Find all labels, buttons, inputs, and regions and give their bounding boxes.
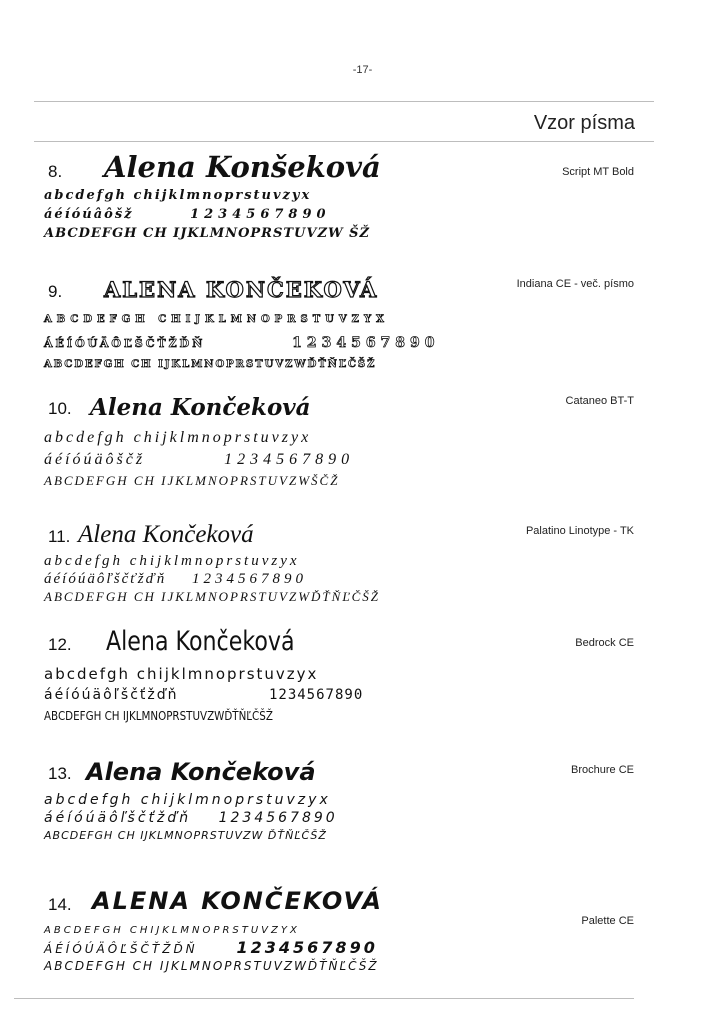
digits: 1234567890: [292, 335, 440, 351]
title-divider: [34, 141, 654, 142]
lowercase-line: abcdefgh chijklmnoprstuvzyx: [44, 792, 331, 808]
lowercase-line: ABCDEFGH CHIJKLMNOPRSTUVZYX: [44, 314, 389, 325]
accents-line: [44, 571, 644, 588]
accents: áéíóúäôščž: [44, 451, 146, 468]
font-sample-8: [44, 150, 644, 241]
font-sample-9: [44, 270, 644, 370]
sample-name: Alena Končeková: [106, 626, 295, 657]
footer-divider: [14, 998, 634, 999]
font-sample-14: [44, 881, 644, 973]
accents-line: [44, 687, 644, 703]
font-label: Palatino Linotype - TK: [525, 525, 634, 537]
font-label: Script MT Bold: [562, 166, 634, 178]
accents-line: [44, 810, 644, 826]
uppercase-line: ABCDEFGH CH IJKLMNOPRSTUVZWŠČŽ: [44, 473, 340, 488]
lowercase-line: abcdefgh chijklmnoprstuvzyx: [44, 553, 300, 569]
font-label: Brochure CE: [571, 764, 634, 776]
accents: áéíóúâôšž: [44, 207, 134, 222]
font-label: Indiana CE - več. písmo: [516, 278, 634, 290]
accents-line: [44, 451, 644, 469]
sample-number: 12.: [48, 635, 72, 654]
font-sample-11: [44, 515, 644, 605]
lowercase-line: ABCDEFGH CHIJKLMNOPRSTUVZYX: [44, 925, 300, 936]
lowercase-line: abcdefgh chijklmnoprstuvzyx: [44, 429, 312, 446]
uppercase-line: ABCDEFGH CH IJKLMNOPRSTUVZWĎŤŇĽČŠŽ: [44, 709, 273, 723]
page-number: -17-: [352, 64, 373, 76]
sample-name: Alena Končeková: [86, 758, 316, 786]
accents-line: [44, 207, 644, 222]
sample-name: Alena Končeková: [90, 394, 311, 421]
digits: 1234567890: [190, 207, 331, 222]
uppercase-line: ABCDEFGH CH IJKLMNOPRSTUVZW ĎŤŇĽČŠŽ: [44, 829, 327, 842]
digits: 1234567890: [268, 687, 364, 703]
accents-line: [44, 335, 644, 351]
uppercase-line: ABCDEFGH CH IJKLMNOPRSTUVZWĎŤŇĽČŠŽ: [44, 959, 379, 973]
sample-name: ALENA KONČEKOVÁ: [104, 277, 379, 302]
sample-number: 10.: [48, 399, 72, 418]
accents-line: [44, 938, 644, 957]
accents: áéíóúäôľščťžďň: [44, 810, 192, 826]
header-divider: [34, 101, 654, 102]
sample-number: 13.: [48, 764, 72, 783]
lowercase-line: abcdefgh chijklmnoprstuvzyx: [44, 188, 312, 203]
accents: ÁÉÍÓÚÄÔĽŠČŤŽĎŇ: [44, 337, 206, 350]
sample-number: 14.: [48, 895, 72, 914]
digits: 1234567890: [224, 451, 355, 468]
accents: áéíóúäôľščťžďň: [44, 687, 179, 703]
uppercase-line: ABCDEFGH CH IJKLMNOPRSTUVZWĎŤŇĽČŠŽ: [44, 589, 380, 604]
sample-number: 9.: [48, 282, 63, 301]
page-title: Vzor písma: [533, 112, 635, 134]
font-label: Palette CE: [581, 915, 634, 927]
sample-name: ALENA KONČEKOVÁ: [92, 887, 383, 915]
sample-number: 11.: [48, 527, 71, 546]
font-label: Cataneo BT-T: [565, 395, 634, 407]
font-sample-12: [44, 623, 644, 723]
uppercase-line: ABCDEFGH CH IJKLMNOPRSTUVZWĎŤŇĽČŠŽ: [44, 359, 377, 370]
sample-name: Alena Končeková: [78, 521, 254, 548]
digits: 1234567890: [218, 810, 338, 826]
digits: 1234567890: [236, 938, 378, 957]
digits: 1234567890: [191, 571, 307, 587]
accents: ÁÉÍÓÚÄÔĽŠČŤŽĎŇ: [44, 942, 198, 956]
sample-number: 8.: [48, 162, 63, 181]
font-sample-13: [44, 752, 644, 842]
font-sample-10: [44, 387, 644, 489]
uppercase-line: ABCDEFGH CH IJKLMNOPRSTUVZW ŠŽ: [44, 226, 370, 241]
font-label: Bedrock CE: [575, 637, 634, 649]
lowercase-line: abcdefgh chijklmnoprstuvzyx: [44, 665, 319, 683]
sample-name: Alena Konšeková: [104, 150, 381, 184]
accents: áéíóúäôľščťžďň: [44, 571, 167, 587]
